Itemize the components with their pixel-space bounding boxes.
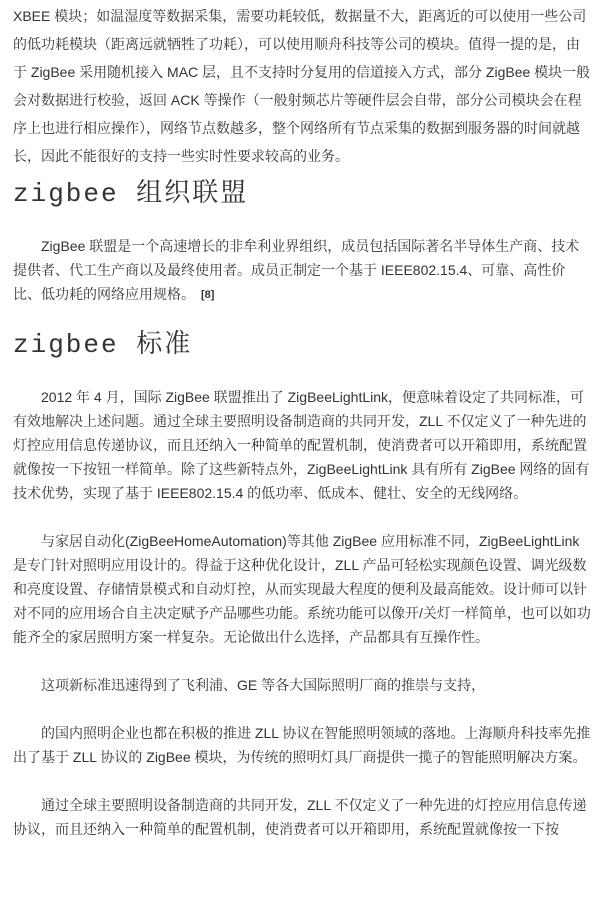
paragraph-standard-domestic-adoption: 的国内照明企业也都在积极的推进 ZLL 协议在智能照明领域的落地。上海顺舟科技率先推出了基于 ZLL 协议的 ZigBee 模块，为传统的照明灯具厂商提供一揽子的智能照明解决方案。 bbox=[13, 725, 591, 765]
paragraph-standard-vendor-support: 这项新标准迅速得到了飞利浦、GE 等各大国际照明厂商的推崇与支持， bbox=[41, 677, 486, 693]
paragraph-alliance bbox=[13, 234, 592, 307]
citation-ref-8[interactable]: [8] bbox=[201, 289, 215, 301]
paragraph-standard-global-development: 通过全球主要照明设备制造商的共同开发，ZLL 不仅定义了一种先进的灯控应用信息传递协议，而且还纳入一种简单的配置机制，使消费者可以开箱即用，系统配置就像按一下按 bbox=[13, 797, 587, 837]
article-body bbox=[13, 2, 592, 841]
section-heading-zigbee-standard: zigbee 标准 bbox=[13, 330, 193, 360]
paragraph-standard-lightlink-design: 与家居自动化(ZigBeeHomeAutomation)等其他 ZigBee 应用标准不同，ZigBeeLightLink 是专门针对照明应用设计的。得益于这种优化设计，ZLL 产品可轻松实现颜色设置、调光级数和亮度设置、存储情景模式和自动灯控，从而实现最大程度的便利及最高能效。设计师可以针对不同的应用场合自主决定赋予产品哪些功能。系统功能可以像开/关灯一样简单，也可以如功能齐全的家居照明方案一样复杂。无论做出什么选择，产品都具有互操作性。 bbox=[13, 533, 591, 645]
paragraph-xbee-intro: XBEE 模块；如温湿度等数据采集，需要功耗较低，数据量不大，距离近的可以使用一些公司的低功耗模块（距离远就牺牲了功耗），可以使用顺舟科技等公司的模块。值得一提的是，由于 ZigBee 采用随机接入 MAC 层，且不支持时分复用的信道接入方式，部分 ZigBee 模块一般会对数据进行校验，返回 ACK 等操作（一般射频芯片等硬件层会自带，部分公司模块会在程序上也进行相应操作），网络节点数越多，整个网络所有节点采集的数据到服务器的时间就越长，因此不能很好的支持一些实时性要求较高的业务。 bbox=[13, 8, 591, 164]
section-heading-zigbee-alliance: zigbee 组织联盟 bbox=[13, 179, 249, 209]
paragraph-standard-zll-intro: 2012 年 4 月，国际 ZigBee 联盟推出了 ZigBeeLightLink，便意味着设定了共同标准，可有效地解决上述问题。通过全球主要照明设备制造商的共同开发，ZLL 不仅定义了一种先进的灯控应用信息传递协议，而且还纳入一种简单的配置机制，使消费者可以开箱即用，系统配置就像按一下按钮一样简单。除了这些新特点外，ZigBeeLightLink 具有所有 ZigBee 网络的固有技术优势，实现了基于 IEEE802.15.4 的低功率、低成本、健壮、安全的无线网络。 bbox=[13, 389, 590, 501]
paragraph-alliance-text: ZigBee 联盟是一个高速增长的非牟利业界组织，成员包括国际著名半导体生产商、技术提供者、代工生产商以及最终使用者。成员正制定一个基于 IEEE802.15.4、可靠、高性价比、低功耗的网络应用规格。 bbox=[13, 238, 580, 302]
